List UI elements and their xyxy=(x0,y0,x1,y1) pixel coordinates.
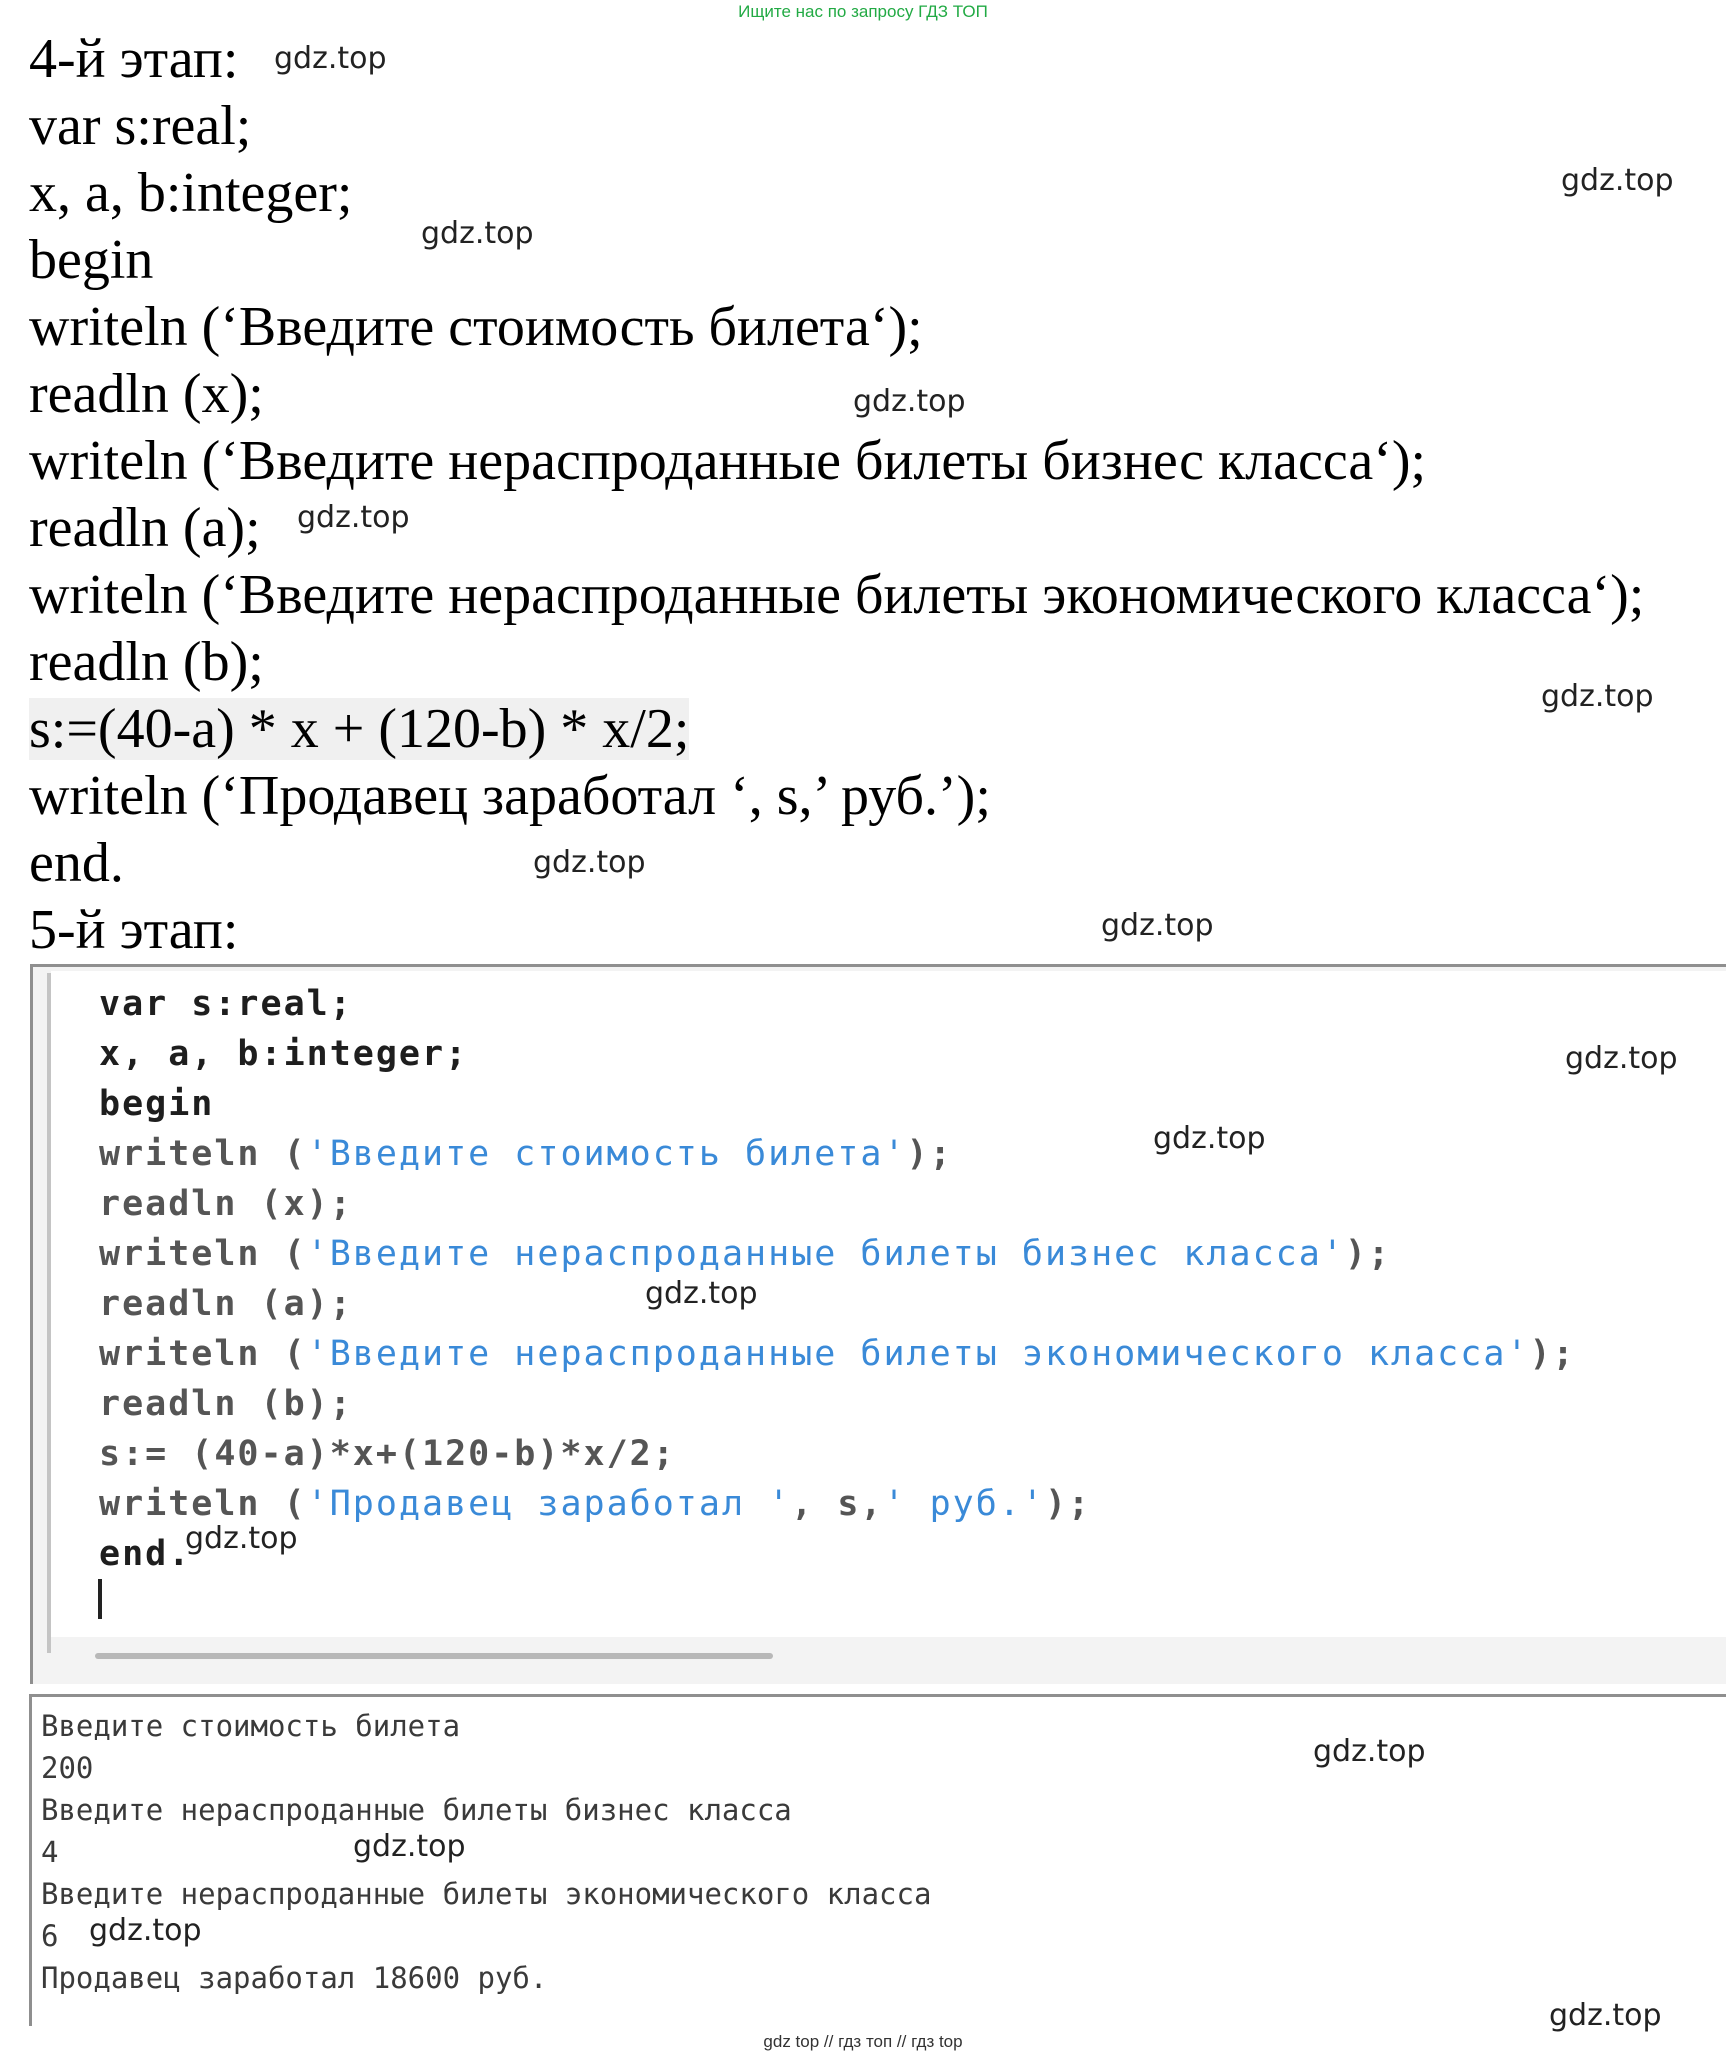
code-editor-panel[interactable] xyxy=(30,964,1726,1684)
editor-text-area[interactable] xyxy=(51,971,1726,1637)
watermark: gdz.top xyxy=(185,1521,298,1556)
console-line: Введите стоимость билета xyxy=(41,1709,461,1743)
code-line: begin xyxy=(99,1084,215,1124)
code-line: readln (x); xyxy=(99,1184,353,1224)
string-literal: 'Введите нераспроданные билеты бизнес класса' xyxy=(306,1234,1345,1274)
stage-4-heading: 4-й этап: xyxy=(29,28,239,90)
watermark: gdz.top xyxy=(1153,1121,1266,1156)
footer-links[interactable]: gdz top // гдз топ // гдз top xyxy=(763,2032,963,2051)
console-line: Введите нераспроданные билеты экономического класса xyxy=(41,1877,932,1911)
string-literal: ' руб.' xyxy=(883,1484,1045,1524)
formula-highlight: s:=(40-a) * x + (120-b) * x/2; xyxy=(29,698,690,760)
watermark: gdz.top xyxy=(421,216,534,251)
text-cursor xyxy=(98,1579,102,1619)
string-literal: 'Введите стоимость билета' xyxy=(306,1134,907,1174)
doc-code-line: readln (x); xyxy=(29,363,264,425)
watermark: gdz.top xyxy=(853,384,966,419)
doc-code-line: readln (a); xyxy=(29,497,261,559)
doc-code-line: var s:real; xyxy=(29,95,252,157)
code-line: readln (a); xyxy=(99,1284,353,1324)
code-line xyxy=(99,1129,1576,1179)
watermark: gdz.top xyxy=(89,1913,202,1948)
code-token: writeln ( xyxy=(99,1134,307,1174)
output-console[interactable] xyxy=(29,1694,1726,2026)
doc-code-line: writeln (‘Введите нераспроданные билеты экономического класса‘); xyxy=(29,564,1645,626)
code-line: readln (b); xyxy=(99,1384,353,1424)
watermark: gdz.top xyxy=(1541,679,1654,714)
horizontal-scrollbar[interactable] xyxy=(95,1653,773,1659)
doc-code-line: end. xyxy=(29,832,124,894)
stage-4-document xyxy=(29,26,1644,964)
doc-code-line-formula xyxy=(29,696,1644,763)
code-line: s:= (40-a)*x+(120-b)*x/2; xyxy=(99,1434,676,1474)
watermark: gdz.top xyxy=(533,845,646,880)
doc-code-line: writeln (‘Введите стоимость билета‘); xyxy=(29,296,923,358)
string-literal: 'Продавец заработал ' xyxy=(306,1484,792,1524)
code-line: x, a, b:integer; xyxy=(99,1034,469,1074)
console-line: 200 xyxy=(41,1751,94,1785)
code-line xyxy=(99,1329,1576,1379)
watermark: gdz.top xyxy=(353,1829,466,1864)
code-line xyxy=(99,1479,1576,1529)
console-line: 6 xyxy=(41,1919,59,1953)
watermark: gdz.top xyxy=(1313,1734,1426,1769)
string-literal: 'Введите нераспроданные билеты экономического класса' xyxy=(306,1334,1530,1374)
doc-code-line: x, a, b:integer; xyxy=(29,162,353,224)
watermark: gdz.top xyxy=(274,41,387,76)
doc-code-line: begin xyxy=(29,229,154,291)
code-line xyxy=(99,1229,1576,1279)
editor-code xyxy=(99,979,1576,1579)
code-token: , s, xyxy=(791,1484,884,1524)
code-token: ); xyxy=(1044,1484,1092,1524)
console-line: Продавец заработал 18600 руб. xyxy=(41,1961,548,1995)
watermark: gdz.top xyxy=(645,1276,758,1311)
code-token: ); xyxy=(1529,1334,1576,1374)
watermark: gdz.top xyxy=(1101,908,1214,943)
watermark: gdz.top xyxy=(1561,163,1674,198)
code-line: var s:real; xyxy=(99,984,353,1024)
code-token: ); xyxy=(906,1134,953,1174)
doc-code-line: writeln (‘Продавец заработал ‘, s,’ руб.’); xyxy=(29,765,991,827)
code-token: ); xyxy=(1344,1234,1392,1274)
console-line: 4 xyxy=(41,1835,59,1869)
doc-code-line: writeln (‘Введите нераспроданные билеты бизнес класса‘); xyxy=(29,430,1427,492)
code-token: writeln ( xyxy=(99,1484,307,1524)
doc-code-line: readln (b); xyxy=(29,631,264,693)
watermark: gdz.top xyxy=(1549,1998,1662,2033)
code-token: writeln ( xyxy=(99,1334,307,1374)
top-banner[interactable]: Ищите нас по запросу ГДЗ ТОП xyxy=(738,2,988,21)
stage-5-heading: 5-й этап: xyxy=(29,899,239,961)
code-line: end. xyxy=(99,1534,192,1574)
watermark: gdz.top xyxy=(1565,1041,1678,1076)
watermark: gdz.top xyxy=(297,500,410,535)
console-output xyxy=(41,1705,931,1999)
console-line: Введите нераспроданные билеты бизнес класса xyxy=(41,1793,792,1827)
code-token: writeln ( xyxy=(99,1234,307,1274)
